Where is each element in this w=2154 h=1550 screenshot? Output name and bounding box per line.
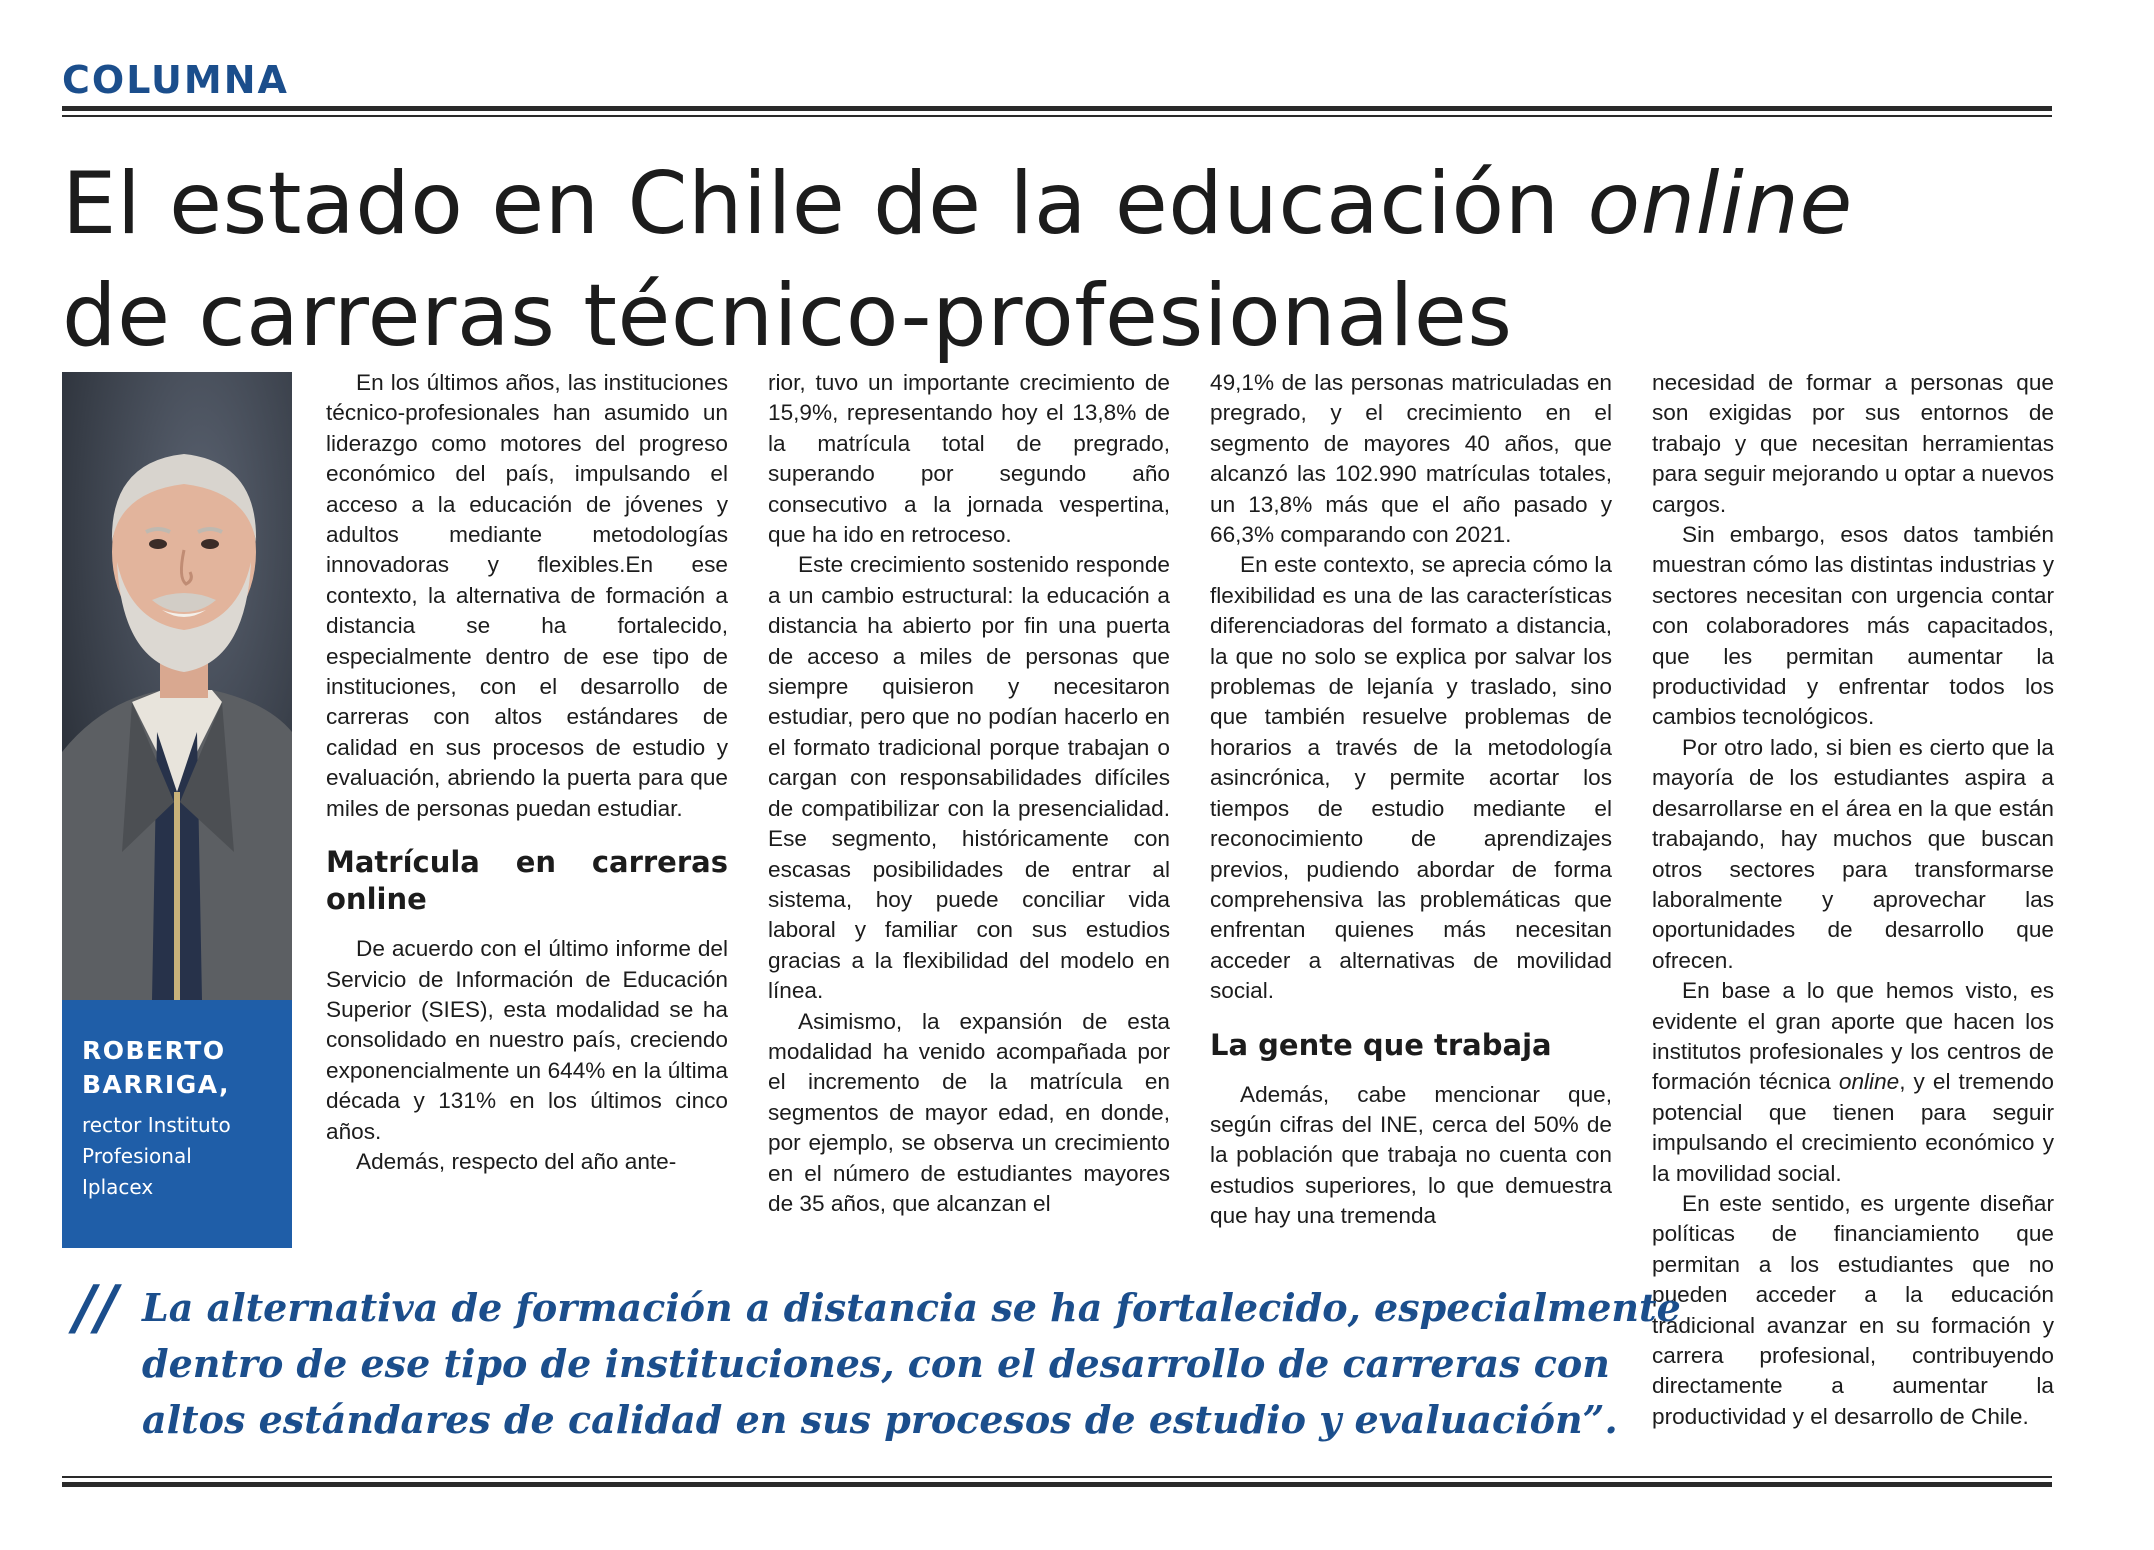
headline-line1: El estado en Chile de la educación	[62, 154, 1588, 254]
paragraph: Sin embargo, esos datos también muestran cómo las distintas industrias y sectores necesitan con urgencia contar con colaboradores más capacitados, que les permitan aumentar la productividad y enfrentar todos los cambios tecnológicos.	[1652, 522, 2054, 730]
paragraph: En este sentido, es urgente diseñar políticas de financiamiento que permitan a los estudiantes que no pueden acceder a la educación tradicional avanzar en su formación y carrera profesional, contribuyendo directamente a aumentar la productividad y el desarrollo de Chile.	[1652, 1190, 2054, 1429]
article-column-4	[1652, 368, 2054, 1432]
author-name: ROBERTO BARRIGA,	[82, 1036, 231, 1099]
article-column-2	[768, 368, 1170, 1219]
paragraph: En este contexto, se aprecia cómo la flexibilidad es una de las características diferenciadoras del formato a distancia, la que no solo se explica por salvar los problemas de lejanía y traslado, sino que también resuelve problemas de horarios a través de la metodología asincrónica, y permite acortar los tiempos de estudio mediante el reconocimiento de aprendizajes previos, pudiendo abordar de forma comprehensiva las problemáticas que enfrentan quienes más necesitan acceder a alternativas de movilidad social.	[1210, 552, 1612, 1004]
paragraph: Además, cabe mencionar que, según cifras del INE, cerca del 50% de la población que trabaja no cuenta con estudios superiores, lo que demuestra que hay una tremenda	[1210, 1081, 1612, 1229]
paragraph: 49,1% de las personas matriculadas en pregrado, y el crecimiento en el segmento de mayores 40 años, que alcanzó las 102.990 matrículas totales, un 13,8% más que el año pasado y 66,3% comparando con 2021.	[1210, 370, 1612, 548]
paragraph: Este crecimiento sostenido responde a un cambio estructural: la educación a distancia ha abierto por fin una puerta de acceso a miles de personas que siempre quisieron y necesitaron estudiar, pero que no podían hacerlo en el formato tradicional porque trabajan o cargan con responsabilidades difíciles de compatibilizar con la presencialidad. Ese segmento, históricamente con escasas posibilidades de entrar al sistema, hoy puede conciliar vida laboral y familiar con sus estudios gracias a la flexibilidad del modelo en línea.	[768, 552, 1170, 1004]
subheading: La gente que trabaja	[1210, 1027, 1552, 1062]
pull-quote-text: La alternativa de formación a distancia se ha fortalecido, especialmente dentro de ese tipo de instituciones, con el desarrollo de carreras con altos estándares de calidad en sus procesos de estudio y evaluación”.	[142, 1285, 1681, 1442]
article-column-3	[1210, 368, 1612, 1232]
paragraph: rior, tuvo un importante crecimiento de 15,9%, representando hoy el 13,8% de la matrícula total de pregrado, superando por segundo año consecutivo a la jornada vespertina, que ha ido en retroceso.	[768, 370, 1170, 548]
paragraph: En los últimos años, las instituciones técnico-profesionales han asumido un liderazgo como motores del progreso económico del país, impulsando el acceso a la educación de jóvenes y adultos mediante metodologías innovadoras y flexibles.En ese contexto, la alternativa de formación a distancia se ha fortalecido, especialmente dentro de ese tipo de instituciones, con el desarrollo de carreras con altos estándares de calidad en sus procesos de estudio y evaluación, abriendo la puerta para que miles de personas puedan estudiar.	[326, 370, 728, 821]
author-photo	[62, 372, 292, 1000]
paragraph: Asimismo, la expansión de esta modalidad ha venido acompañada por el incremento de la matrícula en segmentos de mayor edad, en donde, por ejemplo, se observa un crecimiento en el número de estudiantes mayores de 35 años, que alcanzan el	[768, 1008, 1170, 1216]
author-byline	[62, 1000, 292, 1248]
paragraph: Por otro lado, si bien es cierto que la mayoría de los estudiantes aspira a desarrollarse en el área en la que están trabajando, hay muchos que buscan otros sectores para transformarse laboralmente y aprovechar las oportunidades de desarrollo que ofrecen.	[1652, 734, 2054, 973]
pull-quote	[74, 1273, 1702, 1448]
top-rule	[62, 106, 2052, 111]
subheading: Matrícula en carreras online	[326, 845, 728, 917]
paragraph: De acuerdo con el último informe del Servicio de Información de Educación Superior (SIES), esta modalidad se ha consolidado en nuestro país, creciendo exponencialmente un 644% en la última década y 131% en los últimos cinco años.	[326, 936, 728, 1144]
article-column-1	[326, 368, 728, 1177]
bottom-rule	[62, 1482, 2052, 1487]
headline-italic-word: online	[1587, 154, 1853, 254]
bottom-rule-thin	[62, 1476, 2052, 1478]
headline	[62, 148, 2062, 372]
paragraph: En base a lo que hemos visto, es evidente el gran aporte que hacen los institutos profesionales y los centros de formación técnica online, y el tremendo potencial que tienen para seguir impulsando el crecimiento económico y la movilidad social.	[1652, 978, 2054, 1186]
section-label: COLUMNA	[62, 58, 289, 102]
paragraph: necesidad de formar a personas que son exigidas por sus entornos de trabajo y que necesitan herramientas para seguir mejorando u optar a nuevos cargos.	[1652, 370, 2054, 517]
headline-line2: de carreras técnico-profesionales	[62, 266, 1513, 366]
top-rule-thin	[62, 115, 2052, 117]
paragraph: Además, respecto del año ante-	[356, 1148, 677, 1174]
author-role: rector Instituto Profesional Iplacex	[82, 1113, 231, 1199]
quote-mark-icon: //	[74, 1273, 118, 1343]
author-portrait-icon	[62, 372, 292, 1000]
